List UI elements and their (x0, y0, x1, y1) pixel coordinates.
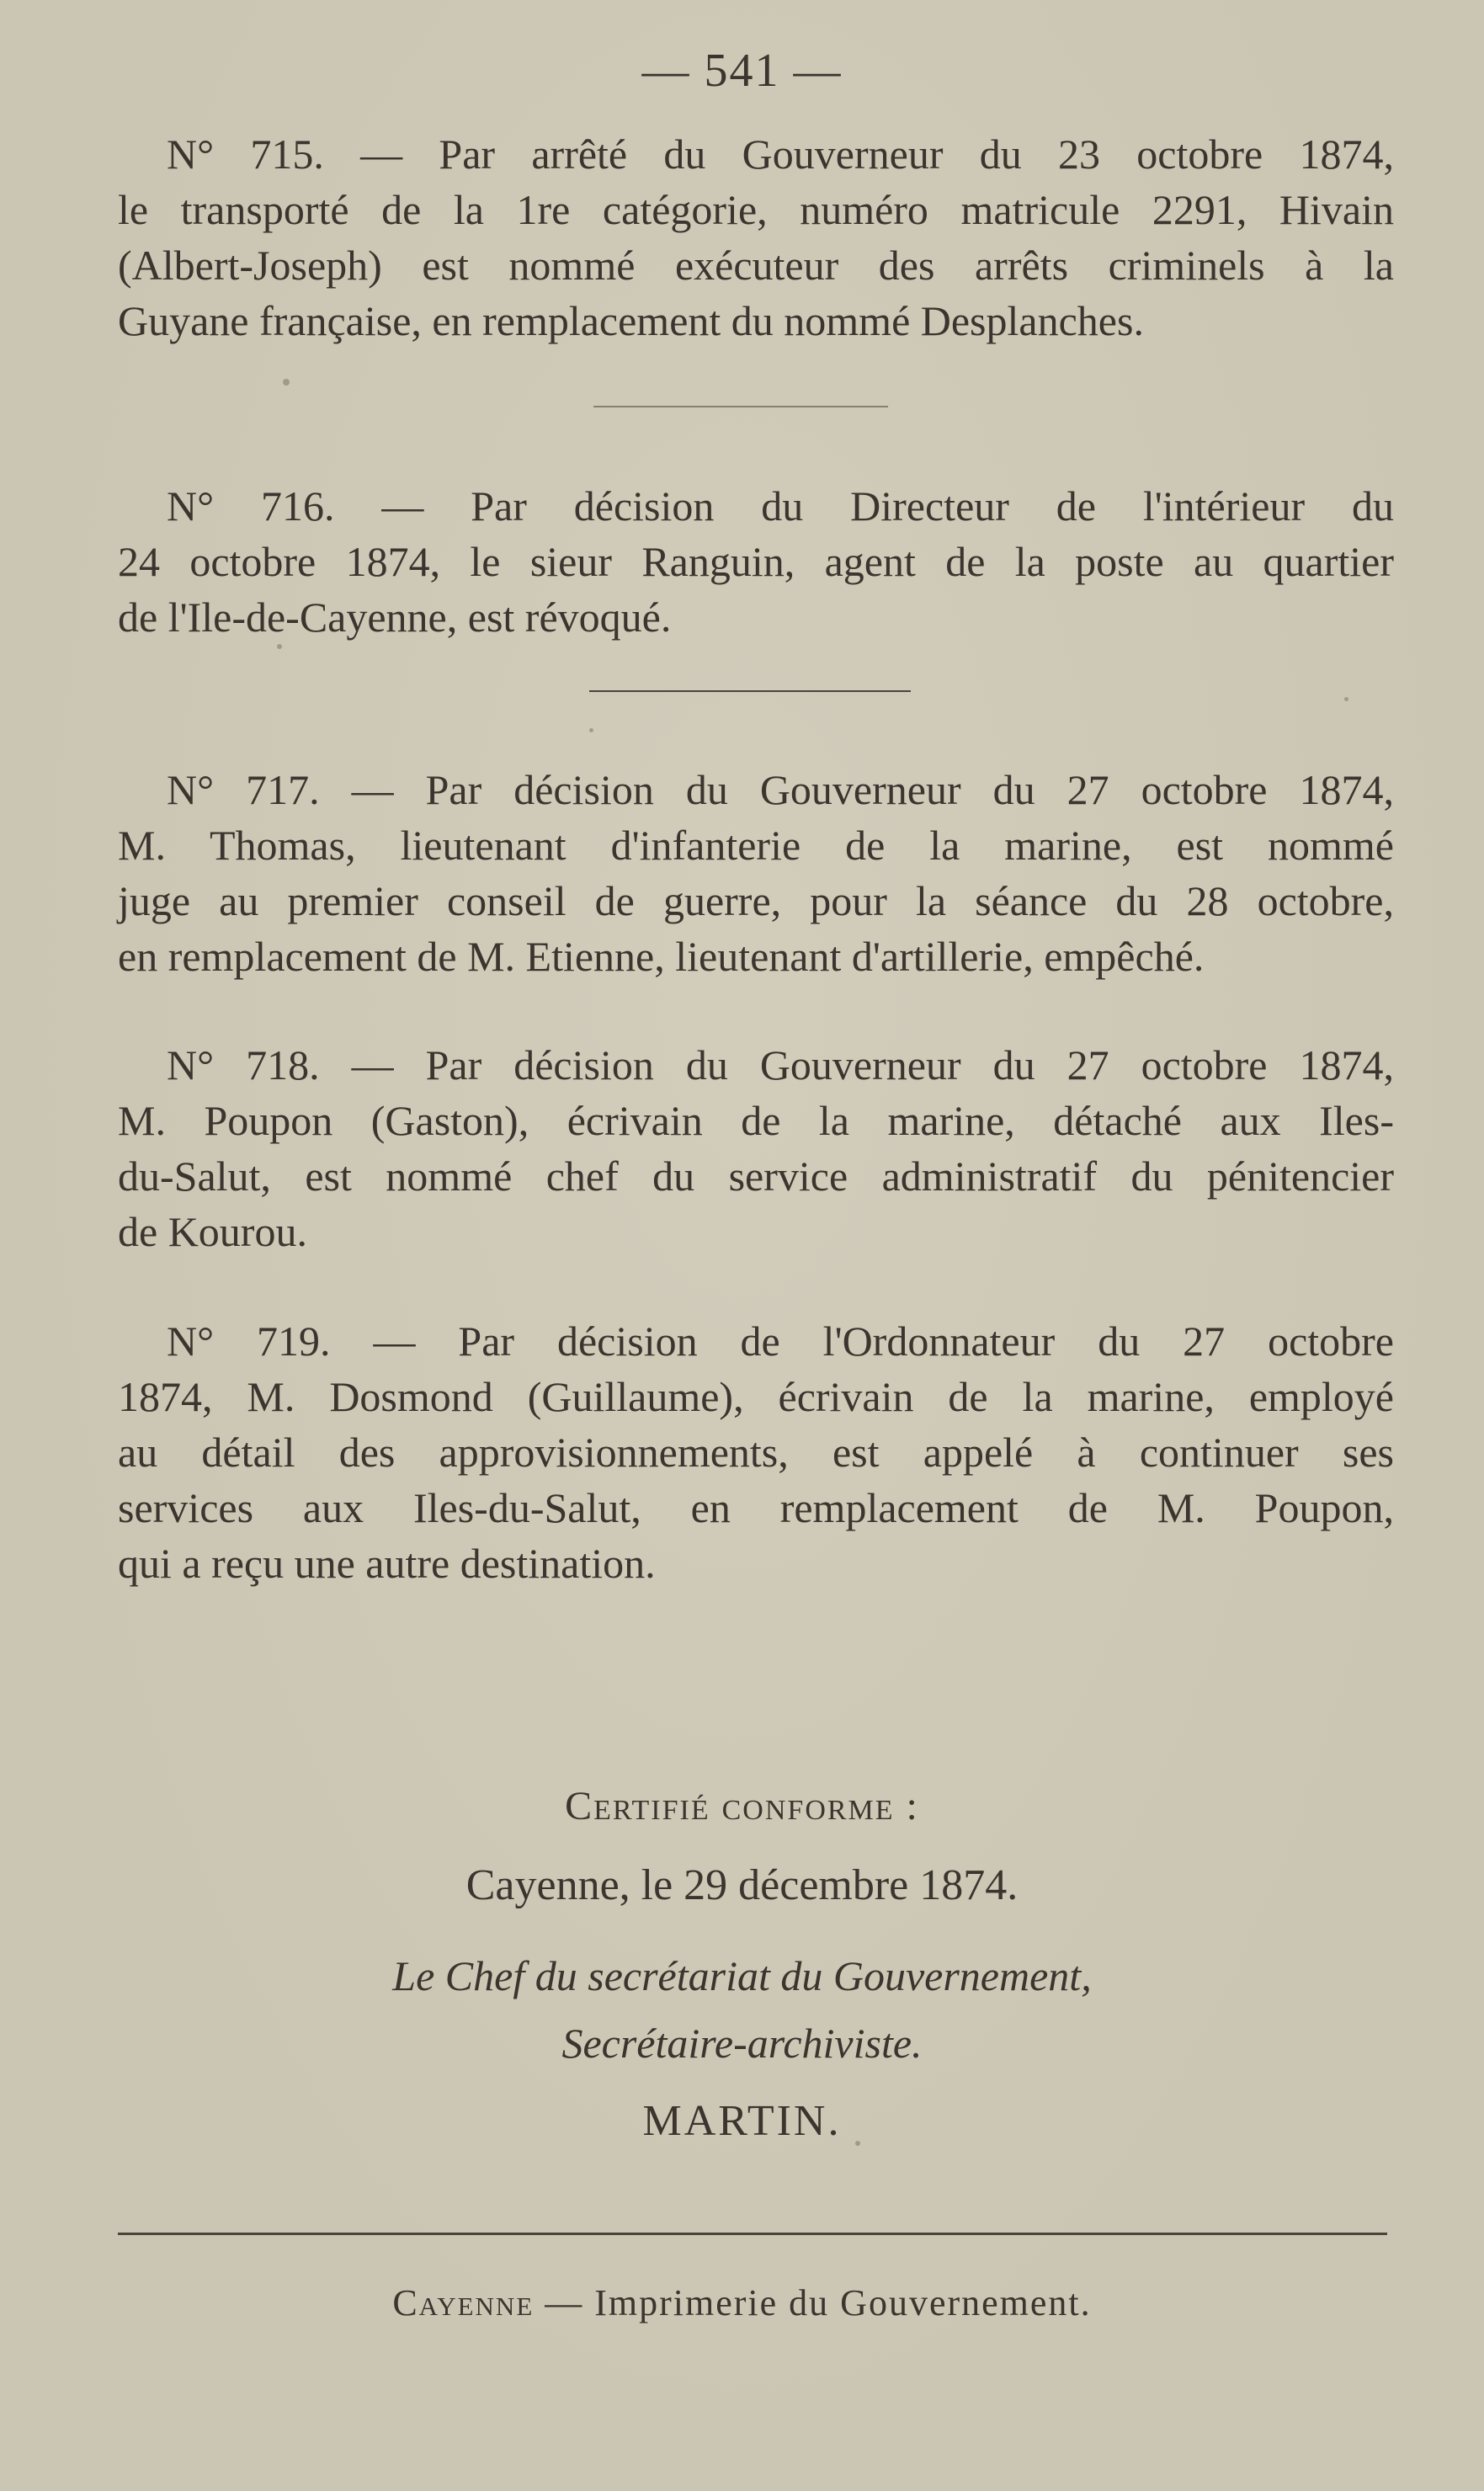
entry-line: N° 716. — Par décision du Directeur de l'intérieur du (167, 482, 1394, 530)
entry-line: 1874, M. Dosmond (Guillaume), écrivain de la marine, employé (118, 1373, 1394, 1420)
entry-line: le transporté de la 1re catégorie, numéro matricule 2291, Hivain (118, 186, 1394, 233)
entry-line: 24 octobre 1874, le sieur Ranguin, agent de la poste au quartier (118, 538, 1394, 585)
separator-rule (593, 406, 888, 407)
certification-heading: Certifié conforme : (565, 1784, 919, 1828)
entry-715 (118, 126, 1394, 349)
entry-line: M. Thomas, lieutenant d'infanterie de la marine, est nommé (118, 822, 1394, 869)
certification-place-date: Cayenne, le 29 décembre 1874. (465, 1861, 1019, 1909)
footer-rule (118, 2233, 1387, 2235)
entry-line: de Kourou. (118, 1208, 307, 1255)
footer-separator: — (534, 2282, 595, 2323)
entry-line: juge au premier conseil de guerre, pour la séance du 28 octobre, (118, 877, 1394, 924)
ink-speck (277, 644, 282, 649)
ink-speck (855, 2141, 860, 2146)
entry-line: Guyane française, en remplacement du nommé Desplanches. (118, 297, 1144, 344)
entry-line: de l'Ile-de-Cayenne, est révoqué. (118, 593, 672, 641)
page-number: — 541 — (641, 45, 843, 97)
entry-717 (118, 762, 1394, 984)
separator-rule (589, 690, 911, 692)
entry-718 (118, 1037, 1394, 1259)
entry-line: services aux Iles-du-Salut, en remplacement de M. Poupon, (118, 1484, 1394, 1531)
ink-speck (283, 379, 290, 386)
entry-line: N° 718. — Par décision du Gouverneur du 27 octobre 1874, (167, 1041, 1394, 1088)
entry-line: (Albert-Joseph) est nommé exécuteur des arrêts criminels à la (118, 242, 1394, 289)
entry-719 (118, 1313, 1394, 1591)
signatory-name: MARTIN. (642, 2097, 842, 2145)
certification-title-line-1: Le Chef du secrétariat du Gouvernement, (392, 1952, 1092, 1999)
ink-speck (589, 728, 593, 732)
entry-line: N° 717. — Par décision du Gouverneur du 27 octobre 1874, (167, 766, 1394, 813)
printer-footer (0, 2281, 1484, 2324)
footer-place: Cayenne (392, 2282, 535, 2323)
entry-line: qui a reçu une autre destination. (118, 1540, 656, 1587)
entry-line: N° 719. — Par décision de l'Ordonnateur du 27 octobre (167, 1317, 1394, 1365)
entry-line: en remplacement de M. Etienne, lieutenant d'artillerie, empêché. (118, 933, 1205, 980)
entry-716 (118, 478, 1394, 645)
entry-line: du-Salut, est nommé chef du service administratif du pénitencier (118, 1152, 1394, 1200)
entry-line: au détail des approvisionnements, est appelé à continuer ses (118, 1429, 1394, 1476)
entry-line: N° 715. — Par arrêté du Gouverneur du 23 octobre 1874, (167, 130, 1394, 178)
entry-line: M. Poupon (Gaston), écrivain de la marine, détaché aux Iles- (118, 1097, 1394, 1144)
footer-printer: Imprimerie du Gouvernement. (594, 2282, 1092, 2323)
ink-speck (1344, 697, 1348, 701)
certification-title-line-2: Secrétaire-archiviste. (561, 2020, 923, 2067)
